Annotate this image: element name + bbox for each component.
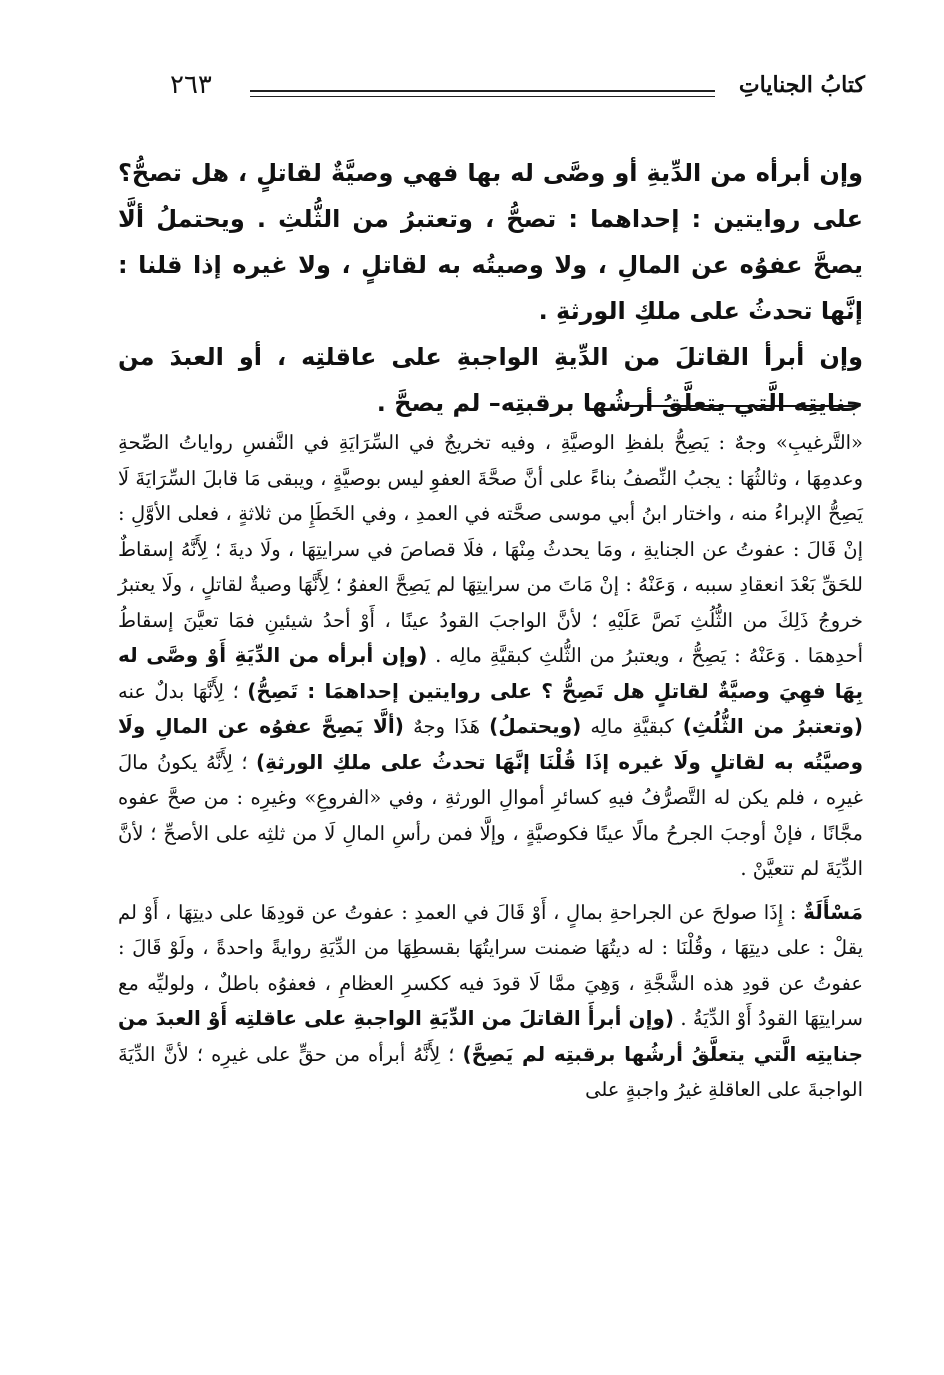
main-text-paragraph: وإن أبرأه من الدِّيةِ أو وصَّى له بها فهي وصيَّةٌ لقاتلٍ ، هل تصحُّ؟ على روايتين : إحداهما : تصحُّ ، وتعتبرُ من الثُّلثِ . ويحتملُ ألَّا يصحَّ عفوُه عن المالِ ، ولا وصيتُه به لقاتلٍ ، ولا غيره إذا قلنا : إنَّها تحدثُ على ملكِ الورثةِ . xyxy=(118,159,863,325)
masalah-heading: مَسْأَلَةٌ xyxy=(803,899,864,924)
header-rule-thin xyxy=(250,96,715,97)
commentary-text-run: «التَّرغيبِ» وجهٌ : يَصِحُّ بلفظِ الوصيَّةِ ، وفيه تخريجٌ في السِّرَايَةِ في النَّفسِ رواياتُ الصِّحةِ وعدمِهَا ، وثالثُهَا : يجبُ النِّصفُ بناءً على أنَّ صحَّةَ العفوِ ليس بوصيَّةٍ ، ويبقى مَا قابلَ السِّرَايَةَ لَا يَصِحُّ الإبراءُ منه ، واختار ابنُ أبي موسى صحَّته في العمدِ ، وفي الخَطَإِ من ثلاثةٍ ، فعلى الأوَّلِ : إنْ قَالَ : عفوتُ عن الجنايةِ ، ومَا يحدثُ مِنْهَا ، فلَا قصاصَ في سرايتِهَا ، ولَا ديةَ ؛ لِأَنَّهُ إسقاطٌ للحَقِّ بَعْدَ انعقادِ سببه ، وَعَنْهُ : إنْ مَاتَ من سرايتِهَا لم يَصِحَّ العفوُ ؛ لِأَنَّهَا وصيةٌ لقاتلٍ ، ولَا يعتبرُ خروجُ ذَلِكَ من الثُّلُثِ نَصَّ عَلَيْهِ ؛ لأنَّ الواجبَ القودُ عينًا ، أَوْ أحدُ شيئينِ فمَا تعيَّنَ إسقاطُ أحدِهمَا . وَعَنْهُ : يَصِحُّ ، ويعتبرُ من الثُّلثِ كبقيَّةِ مالِه . xyxy=(118,431,863,667)
quoted-main-text: (وإن أبرأه من الدِّيَةِ أَوْ وصَّى له بِهَا فهِيَ وصيَّةٌ لقاتلٍ هل تَصِحُّ ؟ على روايتين إحداهمَا : تَصِحُّ) xyxy=(118,643,864,703)
header-rule xyxy=(250,90,715,92)
main-text xyxy=(118,150,863,426)
quoted-main-text: (ويحتملُ) xyxy=(489,714,582,738)
page-number: ٢٦٣ xyxy=(170,70,212,100)
running-title: كتابُ الجناياتِ xyxy=(738,72,865,98)
quoted-main-text: (وتعتبرُ من الثُّلُثِ) xyxy=(682,714,864,738)
quoted-main-text: (ألَّا يَصِحَّ عفوُه عن المالِ ولَا وصيَّتُه به لقاتلٍ ولَا غيره إذَا قُلْنَا إنَّهَا تحدثُ على ملكِ الورثةِ) xyxy=(118,714,863,774)
page-header xyxy=(130,70,865,110)
commentary-text-run: هَذَا وجهٌ xyxy=(413,715,481,738)
commentary-paragraph xyxy=(118,425,863,887)
commentary-text-run: ؛ لِأَنَّهَا بدلٌ عنه xyxy=(118,679,239,703)
commentary-text-run: : إِذَا صولحَ عن الجراحةِ بمالٍ ، أَوْ قَالَ في العمدِ : عفوتُ عن قودِهَا على ديتِهَا ، أَوْ لم يقلْ : على ديتِهَا ، وقُلْنَا : له ديتُهَا ضمنت سرايتُهَا بقسطِهَا من الدِّيَةِ روايةً واحدةً ، ولَوْ قَالَ : عفوتُ عن قودِ هذه الشَّجَّةِ ، وَهِيَ ممَّا لَا قودَ فيه ككسرِ العظامِ ، فعفوُه باطلٌ ، ولوليِّه مع سرايتِهَا القودُ أَوْ الدِّيَةُ . xyxy=(118,900,863,1030)
commentary-paragraph xyxy=(118,895,863,1108)
footnote-separator xyxy=(629,405,859,407)
main-text-paragraph: وإن أبرأ القاتلَ من الدِّيةِ الواجبةِ على عاقلتِه ، أو العبدَ من جنايتِه الَّتي يتعلَّقُ أرشُها برقبتِه– لم يصحَّ . xyxy=(118,343,863,417)
commentary-text-run: كبقيَّةِ مالِه xyxy=(590,715,674,738)
commentary-text xyxy=(118,425,863,1116)
commentary-text-run: ؛ لِأَنَّهُ يكونُ مالَ غيرِه ، فلم يكن له التَّصرُّفُ فيهِ كسائرِ أموالِ الورثةِ ، وفي «الفروعِ» وغيرِه : من صحَّ عفوه مجَّانًا ، فإنْ أوجبَ الجرحُ مالًا عينًا فكوصيَّةٍ ، وإلَّا فمن رأسِ المالِ لَا من ثلثِه على الأصحِّ ؛ لأنَّ الدِّيَةَ لم تتعيَّنْ . xyxy=(118,750,863,880)
commentary-text-run: ؛ لِأَنَّهُ أبرأه من حقٍّ على غيرِه ؛ لأنَّ الدِّيَةَ الواجبةَ على العاقلةِ غيرُ واجبةٍ على xyxy=(118,1042,863,1101)
quoted-main-text: (وإن أبرأَ القاتلَ من الدِّيَةِ الواجبةِ على عاقلتِه أَوْ العبدَ من جنايتِه الَّتي يتعلَّقُ أرشُها برقبتِه لم يَصِحَّ) xyxy=(118,1006,863,1066)
